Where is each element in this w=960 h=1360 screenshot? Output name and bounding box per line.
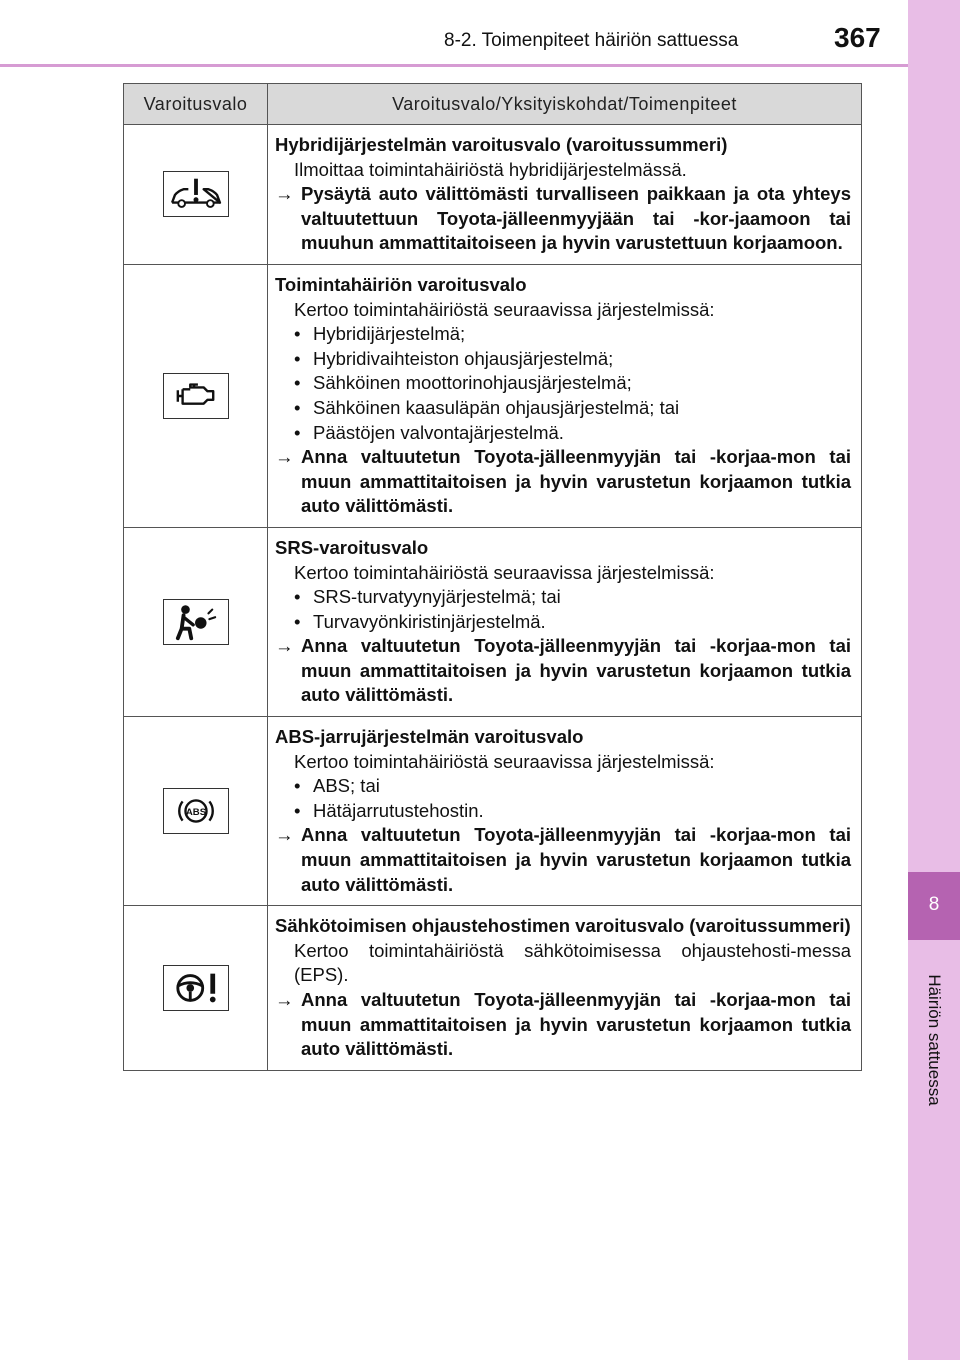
- warning-light-table: [123, 83, 862, 1071]
- description-cell: [268, 264, 862, 527]
- arrow-icon: →: [275, 635, 294, 657]
- list-item: • Päästöjen valvontajärjestelmä.: [294, 421, 564, 443]
- table-row: [124, 906, 862, 1071]
- list-item: • Hybridijärjestelmä;: [294, 323, 466, 345]
- arrow-icon: →: [275, 989, 294, 1010]
- description-cell: [268, 717, 862, 906]
- column-header-light: Varoitusvalo: [124, 84, 268, 125]
- srs-airbag-icon: [163, 599, 229, 645]
- action-text: Anna valtuutetun Toyota-jälleenmyyjän tai -korjaa-mon tai muun ammattitaitoisen ja hyvin varustetun korjaamon tutkia auto välittömästi.: [301, 989, 851, 1060]
- warning-action: [275, 634, 851, 708]
- chapter-side-tab: [908, 0, 960, 1360]
- arrow-icon: →: [275, 824, 294, 846]
- table-row: [124, 717, 862, 906]
- check-engine-icon: [163, 373, 229, 419]
- list-item: • Sähköinen kaasuläpän ohjausjärjestelmä; tai: [294, 396, 680, 418]
- warning-description: Kertoo toimintahäiriöstä sähkötoimisessa ohjaustehosti-messa (EPS).: [294, 939, 851, 986]
- description-cell: [268, 125, 862, 265]
- list-item: • ABS; tai: [294, 775, 380, 797]
- arrow-icon: →: [275, 183, 294, 205]
- description-cell: [268, 527, 862, 716]
- chapter-label: Häiriön sattuessa: [925, 974, 944, 1106]
- list-item: • Hätäjarrutustehostin.: [294, 799, 484, 821]
- warning-description: Kertoo toimintahäiriöstä seuraavissa järjestelmissä:: [294, 298, 715, 320]
- icon-cell: [124, 264, 268, 527]
- warning-description: Kertoo toimintahäiriöstä seuraavissa järjestelmissä:: [294, 561, 715, 583]
- column-header-details: Varoitusvalo/Yksityiskohdat/Toimenpiteet: [268, 84, 862, 125]
- warning-description: Kertoo toimintahäiriöstä seuraavissa järjestelmissä:: [294, 750, 715, 772]
- icon-cell: [124, 906, 268, 1071]
- warning-action: [275, 988, 851, 1062]
- chapter-number: 8: [928, 894, 940, 915]
- warning-title: SRS-varoitusvalo: [275, 536, 429, 558]
- warning-description: Ilmoittaa toimintahäiriöstä hybridijärjestelmässä.: [294, 158, 687, 180]
- power-steering-warning-icon: [163, 965, 229, 1011]
- action-text: Anna valtuutetun Toyota-jälleenmyyjän tai -korjaa-mon tai muun ammattitaitoisen ja hyvin varustetun korjaamon tutkia auto välittömästi.: [301, 824, 851, 895]
- abs-icon-text: ABS: [185, 806, 206, 818]
- icon-cell: [124, 717, 268, 906]
- warning-title: Toimintahäiriön varoitusvalo: [275, 273, 527, 295]
- warning-action: [275, 823, 851, 897]
- table-row: [124, 264, 862, 527]
- section-title: 8-2. Toimenpiteet häiriön sattuessa: [444, 30, 739, 51]
- icon-cell: [124, 527, 268, 716]
- list-item: • Hybridivaihteiston ohjausjärjestelmä;: [294, 347, 614, 369]
- hybrid-system-warning-icon: [163, 171, 229, 217]
- warning-action: [275, 182, 851, 256]
- warning-title: Hybridijärjestelmän varoitusvalo (varoitussummeri): [275, 134, 728, 155]
- icon-cell: [124, 125, 268, 265]
- header-rule: [0, 64, 908, 67]
- abs-icon: [163, 788, 229, 834]
- table-header-row: [124, 84, 862, 125]
- list-item: • Turvavyönkiristinjärjestelmä.: [294, 610, 546, 632]
- arrow-icon: →: [275, 446, 294, 468]
- list-item: • SRS-turvatyynyjärjestelmä; tai: [294, 586, 561, 608]
- table-row: [124, 125, 862, 265]
- action-text: Pysäytä auto välittömästi turvalliseen paikkaan ja ota yhteys valtuutettuun Toyota-jälleenmyyjään tai -kor-jaamoon tai muuhun ammattitaitoiseen ja hyvin varustettuun korjaamoon.: [301, 183, 851, 254]
- table-row: [124, 527, 862, 716]
- warning-title: Sähkötoimisen ohjaustehostimen varoitusvalo (varoitussummeri): [275, 915, 851, 937]
- action-text: Anna valtuutetun Toyota-jälleenmyyjän tai -korjaa-mon tai muun ammattitaitoisen ja hyvin varustetun korjaamon tutkia auto välittömästi.: [301, 635, 851, 706]
- warning-action: [275, 445, 851, 519]
- description-cell: [268, 906, 862, 1071]
- list-item: • Sähköinen moottorinohjausjärjestelmä;: [294, 372, 632, 394]
- warning-title: ABS-jarrujärjestelmän varoitusvalo: [275, 726, 584, 748]
- page-number: 367: [834, 22, 881, 53]
- action-text: Anna valtuutetun Toyota-jälleenmyyjän tai -korjaa-mon tai muun ammattitaitoisen ja hyvin varustetun korjaamon tutkia auto välittömästi.: [301, 446, 851, 517]
